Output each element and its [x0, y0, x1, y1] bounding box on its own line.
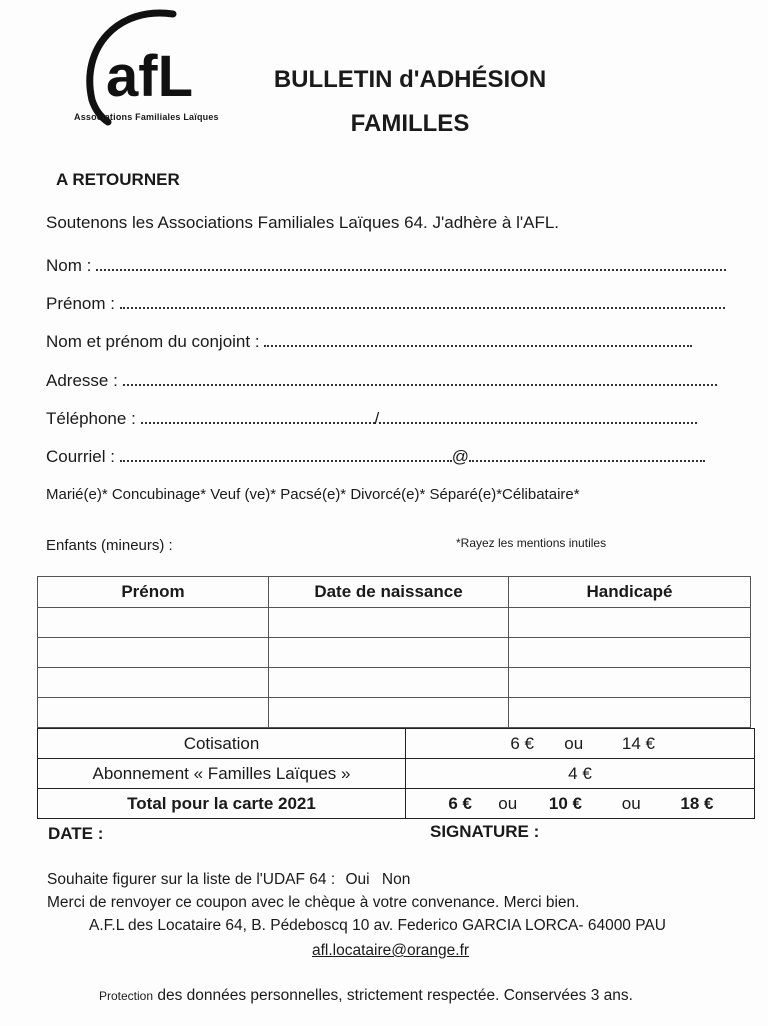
return-note: Merci de renvoyer ce coupon avec le chèque à votre convenance. Merci bien. — [47, 894, 580, 911]
abonnement-row — [38, 759, 755, 789]
marital-status-options[interactable]: Marié(e)* Concubinage* Veuf (ve)* Pacsé(e)* Divorcé(e)* Séparé(e)*Célibataire* — [46, 486, 580, 503]
abonnement-price-cell — [406, 759, 755, 789]
strike-note: *Rayez les mentions inutiles — [456, 536, 607, 550]
table-cell[interactable] — [269, 608, 509, 638]
total-row — [38, 789, 755, 819]
date-label: DATE : — [48, 824, 104, 843]
table-row — [38, 668, 751, 698]
cotisation-price-b[interactable]: 14 € — [621, 733, 656, 753]
children-table-header — [38, 577, 751, 608]
fees-table — [37, 728, 755, 819]
udaf-line — [47, 871, 410, 889]
header-date-naissance: Date de naissance — [269, 577, 509, 608]
privacy-text: des données personnelles, strictement respectée. Conservées 3 ans. — [157, 987, 633, 1004]
table-row — [38, 698, 751, 728]
table-cell[interactable] — [38, 638, 269, 668]
table-cell[interactable] — [38, 668, 269, 698]
courriel-separator: @ — [451, 447, 469, 466]
telephone-input-line-2[interactable] — [379, 408, 697, 424]
cotisation-prices — [406, 729, 755, 759]
total-label: Total pour la carte 2021 — [38, 789, 406, 819]
total-prices — [406, 789, 755, 819]
total-price-c[interactable]: 18 € — [680, 793, 714, 813]
table-cell[interactable] — [269, 698, 509, 728]
signature-label: SIGNATURE : — [430, 822, 540, 841]
email-link[interactable]: afl.locataire@orange.fr — [312, 942, 470, 959]
total-price-a[interactable]: 6 € — [448, 793, 472, 813]
table-cell[interactable] — [509, 608, 751, 638]
total-price-b[interactable]: 10 € — [548, 793, 583, 813]
logo-subtitle: Associations Familiales Laïques — [74, 112, 219, 122]
afl-logo — [78, 8, 208, 126]
telephone-separator: / — [374, 409, 380, 428]
abonnement-price[interactable]: 4 € — [568, 763, 592, 783]
table-cell[interactable] — [38, 608, 269, 638]
privacy-line — [99, 987, 633, 1005]
nom-field[interactable] — [46, 255, 726, 276]
conjoint-field[interactable] — [46, 331, 692, 352]
table-cell[interactable] — [38, 698, 269, 728]
header-handicape: Handicapé — [509, 577, 751, 608]
telephone-field[interactable] — [46, 408, 697, 429]
adresse-label: Adresse : — [46, 371, 118, 390]
nom-input-line[interactable] — [96, 255, 726, 271]
prenom-label: Prénom : — [46, 294, 115, 313]
adresse-input-line[interactable] — [123, 370, 717, 386]
table-cell[interactable] — [509, 638, 751, 668]
table-cell[interactable] — [269, 638, 509, 668]
abonnement-label: Abonnement « Familles Laïques » — [38, 759, 406, 789]
total-or-2: ou — [621, 793, 641, 813]
table-cell[interactable] — [509, 698, 751, 728]
cotisation-row — [38, 729, 755, 759]
courriel-input-line-1[interactable] — [120, 446, 452, 462]
page-title: BULLETIN d'ADHÉSION — [273, 66, 547, 93]
logo-letters: afL — [106, 44, 193, 109]
intro-text: Soutenons les Associations Familiales Laïques 64. J'adhère à l'AFL. — [46, 213, 560, 232]
page-subtitle: FAMILLES — [350, 110, 470, 137]
total-or-1: ou — [498, 793, 518, 813]
table-row — [38, 638, 751, 668]
courriel-label: Courriel : — [46, 447, 115, 466]
conjoint-input-line[interactable] — [264, 331, 692, 347]
cotisation-or: ou — [564, 733, 584, 753]
udaf-non-option[interactable]: Non — [381, 871, 411, 888]
children-label: Enfants (mineurs) : — [46, 537, 173, 554]
privacy-prefix: Protection — [99, 989, 154, 1003]
udaf-question: Souhaite figurer sur la liste de l'UDAF 64 : — [47, 871, 336, 888]
telephone-input-line-1[interactable] — [141, 408, 375, 424]
cotisation-label: Cotisation — [38, 729, 406, 759]
courriel-field[interactable] — [46, 446, 705, 467]
address-line: A.F.L des Locataire 64, B. Pédeboscq 10 av. Federico GARCIA LORCA- 64000 PAU — [89, 917, 666, 934]
table-row — [38, 608, 751, 638]
children-table — [37, 576, 751, 728]
adresse-field[interactable] — [46, 370, 717, 391]
cotisation-price-a[interactable]: 6 € — [510, 733, 534, 753]
table-cell[interactable] — [269, 668, 509, 698]
conjoint-label: Nom et prénom du conjoint : — [46, 332, 260, 351]
courriel-input-line-2[interactable] — [469, 446, 705, 462]
nom-label: Nom : — [46, 256, 92, 275]
telephone-label: Téléphone : — [46, 409, 136, 428]
header-prenom: Prénom — [38, 577, 269, 608]
return-heading: A RETOURNER — [56, 170, 180, 189]
prenom-field[interactable] — [46, 293, 725, 314]
table-cell[interactable] — [509, 668, 751, 698]
prenom-input-line[interactable] — [120, 293, 725, 309]
udaf-oui-option[interactable]: Oui — [345, 871, 370, 888]
